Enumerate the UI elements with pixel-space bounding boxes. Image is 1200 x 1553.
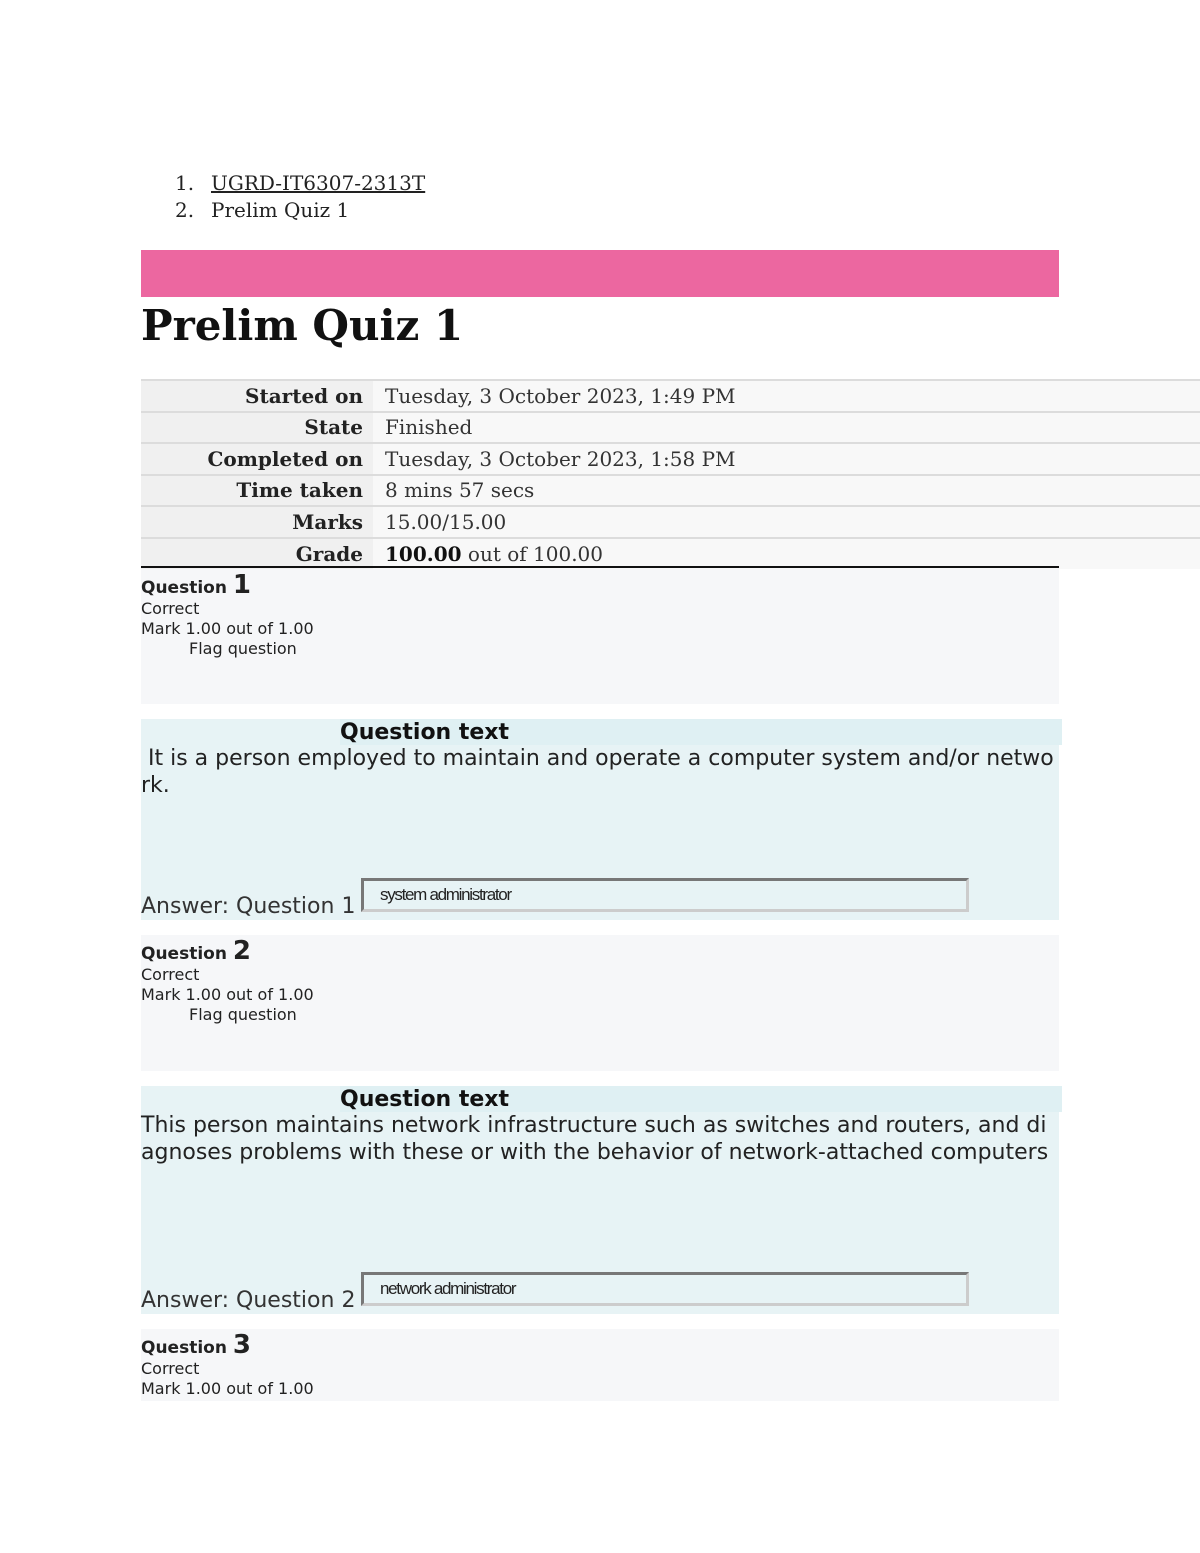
question-info-1 bbox=[141, 569, 1059, 704]
question-text-label: Question text bbox=[340, 719, 1062, 745]
breadcrumb bbox=[175, 170, 425, 224]
page-title: Prelim Quiz 1 bbox=[141, 301, 464, 350]
breadcrumb-item-course bbox=[175, 170, 425, 197]
question-heading bbox=[141, 569, 1059, 599]
answer-label: Answer: Question 2 bbox=[141, 1288, 356, 1313]
breadcrumb-current: Prelim Quiz 1 bbox=[211, 198, 350, 222]
question-content-1 bbox=[141, 719, 1059, 920]
grade-score: 100.00 bbox=[385, 541, 462, 566]
summary-row-completed bbox=[141, 443, 1200, 475]
question-mark: Mark 1.00 out of 1.00 bbox=[141, 619, 314, 638]
summary-row-time-taken bbox=[141, 475, 1200, 507]
question-text-label: Question text bbox=[340, 1086, 1062, 1112]
summary-row-grade bbox=[141, 538, 1200, 570]
summary-divider bbox=[141, 566, 1059, 568]
question-mark: Mark 1.00 out of 1.00 bbox=[141, 985, 314, 1004]
question-status: Correct bbox=[141, 1359, 200, 1378]
breadcrumb-number: 2. bbox=[175, 198, 195, 222]
question-status: Correct bbox=[141, 965, 200, 984]
question-text: It is a person employed to maintain and operate a computer system and/or network. bbox=[141, 746, 1054, 798]
summary-value: Tuesday, 3 October 2023, 1:49 PM bbox=[373, 380, 1200, 412]
summary-value: 15.00/15.00 bbox=[373, 506, 1200, 538]
summary-value: 8 mins 57 secs bbox=[373, 475, 1200, 507]
question-mark: Mark 1.00 out of 1.00 bbox=[141, 1379, 314, 1398]
breadcrumb-number: 1. bbox=[175, 171, 195, 195]
question-number: 1 bbox=[232, 570, 251, 600]
question-number: 3 bbox=[232, 1330, 251, 1360]
answer-input[interactable]: network administrator bbox=[361, 1272, 969, 1306]
question-heading-label: Question bbox=[141, 578, 233, 598]
summary-row-marks bbox=[141, 506, 1200, 538]
answer-input[interactable]: system administrator bbox=[361, 878, 969, 912]
question-number: 2 bbox=[232, 936, 251, 966]
question-heading-label: Question bbox=[141, 944, 233, 964]
question-heading bbox=[141, 935, 1059, 965]
header-banner bbox=[141, 250, 1059, 297]
question-content-2 bbox=[141, 1086, 1059, 1314]
summary-value bbox=[373, 538, 1200, 570]
grade-out-of: out of 100.00 bbox=[461, 541, 604, 566]
summary-row-started bbox=[141, 380, 1200, 412]
answer-label: Answer: Question 1 bbox=[141, 894, 356, 919]
breadcrumb-link-course[interactable]: UGRD-IT6307-2313T bbox=[211, 171, 426, 195]
summary-label: Time taken bbox=[141, 475, 373, 507]
summary-label: Completed on bbox=[141, 443, 373, 475]
summary-value: Finished bbox=[373, 412, 1200, 444]
summary-value: Tuesday, 3 October 2023, 1:58 PM bbox=[373, 443, 1200, 475]
breadcrumb-item-quiz bbox=[175, 197, 425, 224]
summary-label: Started on bbox=[141, 380, 373, 412]
question-heading-label: Question bbox=[141, 1338, 233, 1358]
question-info-2 bbox=[141, 935, 1059, 1071]
summary-label: Grade bbox=[141, 538, 373, 570]
question-heading bbox=[141, 1329, 1059, 1359]
attempt-summary-table bbox=[141, 379, 1200, 569]
summary-label: State bbox=[141, 412, 373, 444]
flag-question-link[interactable]: Flag question bbox=[189, 1005, 297, 1024]
summary-label: Marks bbox=[141, 506, 373, 538]
flag-question-link[interactable]: Flag question bbox=[189, 639, 297, 658]
question-info-3 bbox=[141, 1329, 1059, 1401]
summary-row-state bbox=[141, 412, 1200, 444]
question-text: This person maintains network infrastructure such as switches and routers, and diagnoses problems with these or with the behavior of network-attached computers bbox=[141, 1113, 1049, 1165]
question-status: Correct bbox=[141, 599, 200, 618]
